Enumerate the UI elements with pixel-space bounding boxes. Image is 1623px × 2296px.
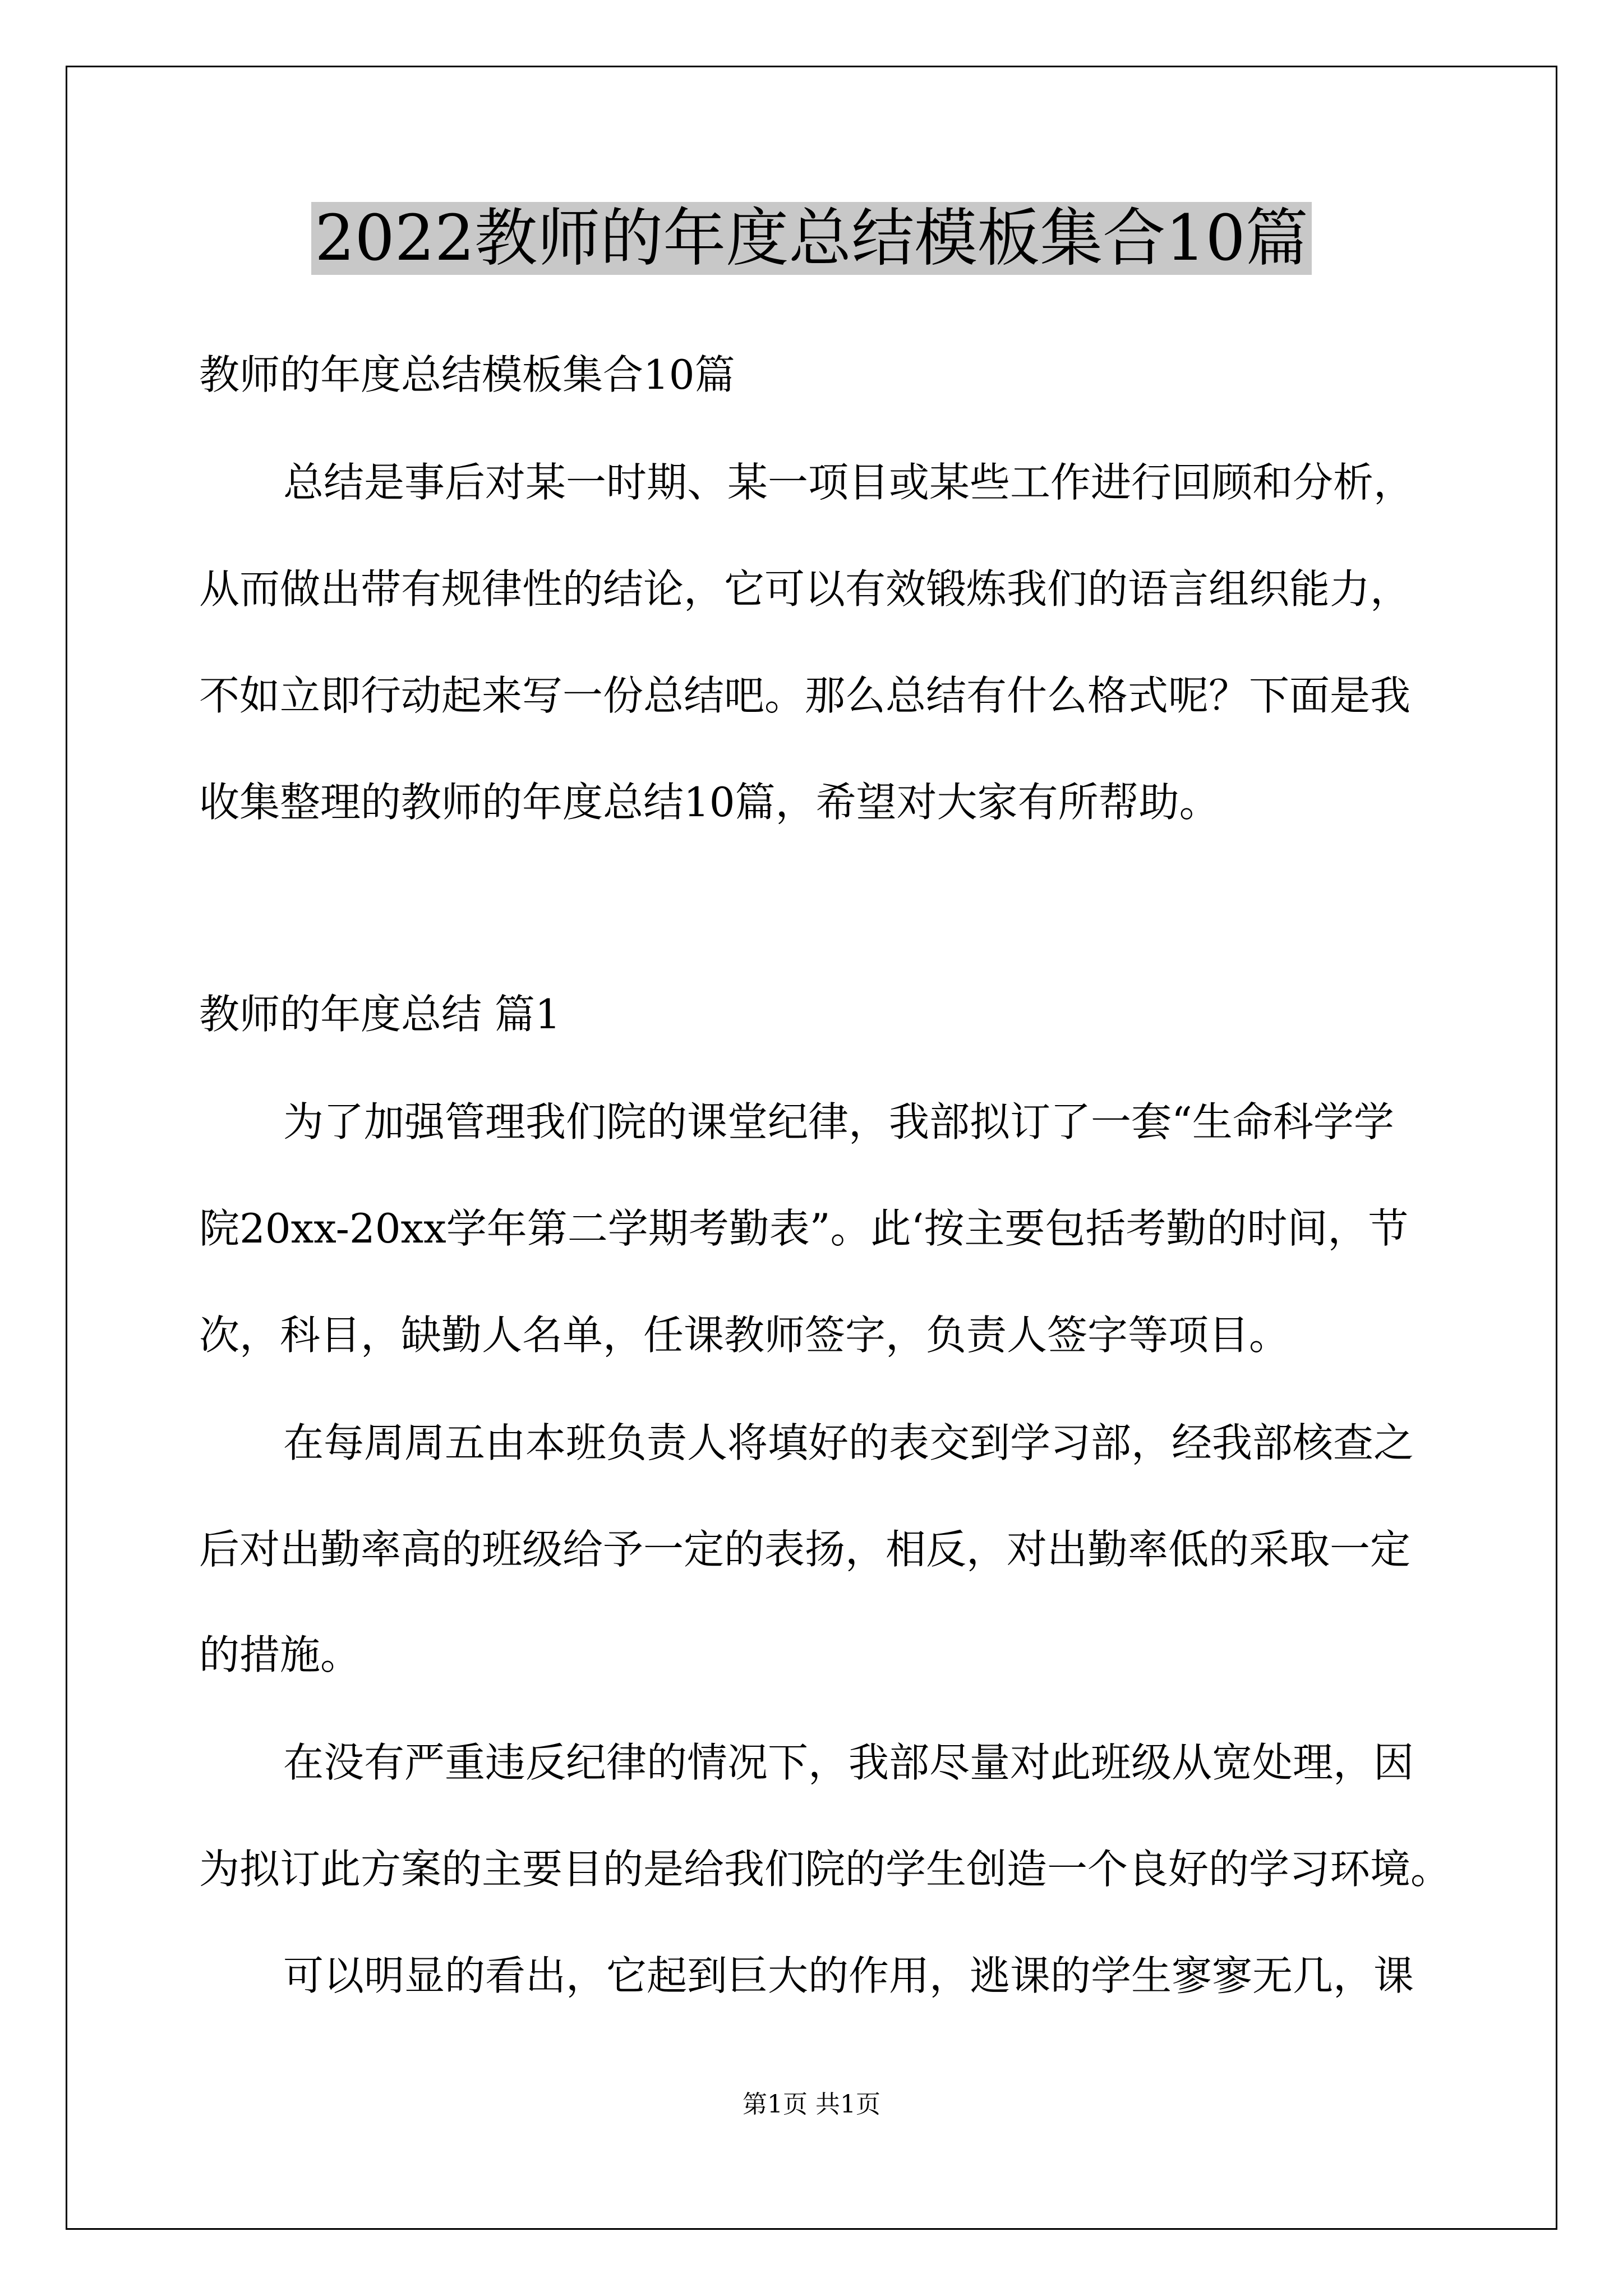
intro-line: 不如立即行动起来写一份总结吧。那么总结有什么格式呢？下面是我 bbox=[199, 672, 1411, 719]
body-line: 后对出勤率高的班级给予一定的表扬，相反，对出勤率低的采取一定 bbox=[199, 1526, 1411, 1573]
intro-line: 从而做出带有规律性的结论，它可以有效锻炼我们的语言组织能力， bbox=[199, 565, 1411, 613]
intro-line: 总结是事后对某一时期、某一项目或某些工作进行回顾和分析， bbox=[283, 459, 1414, 506]
body-line: 院20xx-20xx学年第二学期考勤表”。此‘按主要包括考勤的时间，节 bbox=[199, 1205, 1409, 1252]
body-line: 可以明显的看出，它起到巨大的作用，逃课的学生寥寥无几，课 bbox=[283, 1952, 1414, 1999]
page-footer: 第1页 共1页 bbox=[743, 2090, 880, 2119]
body-line: 为了加强管理我们院的课堂纪律，我部拟订了一套“生命科学学 bbox=[283, 1098, 1394, 1145]
document-title bbox=[0, 196, 1623, 280]
body-line: 的措施。 bbox=[199, 1631, 361, 1678]
document-subtitle: 教师的年度总结模板集合10篇 bbox=[199, 351, 735, 398]
body-line: 为拟订此方案的主要目的是给我们院的学生创造一个良好的学习环境。 bbox=[199, 1846, 1451, 1893]
body-line: 在没有严重违反纪律的情况下，我部尽量对此班级从宽处理，因 bbox=[283, 1739, 1414, 1786]
body-line: 次，科目，缺勤人名单，任课教师签字，负责人签字等项目。 bbox=[199, 1312, 1290, 1359]
document-title-text: 2022教师的年度总结模板集合10篇 bbox=[311, 202, 1312, 275]
section-heading: 教师的年度总结 篇1 bbox=[199, 991, 561, 1038]
intro-line: 收集整理的教师的年度总结10篇，希望对大家有所帮助。 bbox=[199, 779, 1220, 826]
body-line: 在每周周五由本班负责人将填好的表交到学习部，经我部核查之 bbox=[283, 1419, 1414, 1466]
